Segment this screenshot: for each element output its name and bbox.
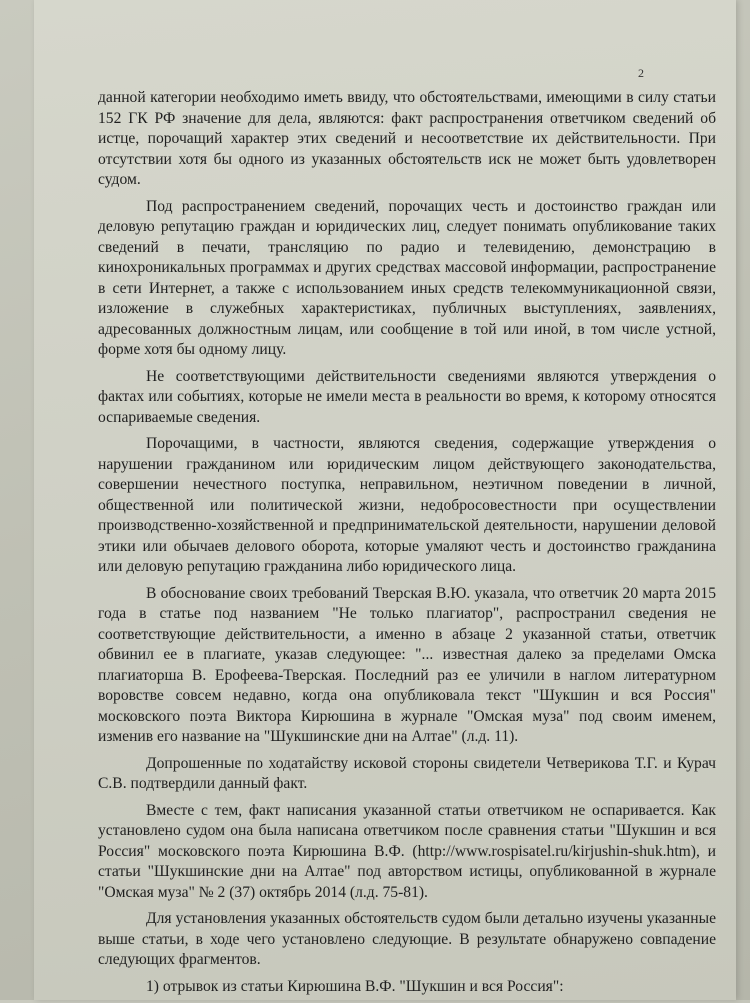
- page-number: 2: [638, 66, 644, 80]
- paragraph: данной категории необходимо иметь ввиду, что обстоятельствами, имеющими в силу статьи 152 ГК РФ значение для дела, являются: факт распространения ответчиком сведений об истце, порочащий характер этих сведений и несоответствие их действительности. При отсутствии хотя бы одного из указанных обстоятельств иск не может быть удовлетворен судом.: [98, 89, 716, 188]
- document-page: [34, 0, 736, 1000]
- paragraph: Допрошенные по ходатайству исковой стороны свидетели Четверикова Т.Г. и Курач С.В. подтвердили данный факт.: [98, 754, 716, 792]
- paragraph: Для установления указанных обстоятельств судом были детально изучены указанные выше статьи, в ходе чего установлено следующие. В результате обнаружено совпадение следующих фрагментов.: [98, 910, 716, 968]
- paragraph: В обоснование своих требований Тверская В.Ю. указала, что ответчик 20 марта 2015 года в статье под названием "Не только плагиатор", распространил сведения не соответствующие действительности, а именно в абзаце 2 указанной статьи, ответчик обвинил ее в плагиате, указав следующее: "... известная далеко за пределами Омска плагиаторша В. Ерофеева-Тверская. Последний раз ее уличили в наглом литературном воровстве совсем недавно, когда она опубликовала текст "Шукшин и вся Россия" московского поэта Виктора Кирюшина в журнале "Омская муза" под своим именем, изменив его название на "Шукшинские дни на Алтае" (л.д. 11).: [98, 584, 716, 745]
- paragraph: Не соответствующими действительности сведениями являются утверждения о фактах или событиях, которые не имели места в реальности во время, к которому относятся оспариваемые сведения.: [98, 367, 716, 426]
- paragraph: Под распространением сведений, порочащих честь и достоинство граждан или деловую репутацию граждан и юридических лиц, следует понимать опубликование таких сведений в печати, трансляцию по радио и телевидению, демонстрацию в кинохроникальных программах и других средствах массовой информации, распространение в сети Интернет, а также с использованием иных средств телекоммуникационной связи, изложение в служебных характеристиках, публичных выступлениях, заявлениях, адресованных должностным лицам, или сообщение в той или иной, в том числе устной, форме хотя бы одному лицу.: [98, 197, 716, 358]
- document-body: [98, 88, 716, 1003]
- paragraph: 1) отрывок из статьи Кирюшина В.Ф. "Шукшин и вся Россия":: [146, 977, 564, 995]
- paragraph: Порочащими, в частности, являются сведения, содержащие утверждения о нарушении гражданином или юридическим лицом действующего законодательства, совершении нечестного поступка, неправильном, неэтичном поведении в личной, общественной или политической жизни, недобросовестности при осуществлении производственно-хозяйственной и предпринимательской деятельности, нарушении деловой этики или обычаев делового оборота, которые умаляют честь и достоинство гражданина или деловую репутацию гражданина либо юридического лица.: [98, 435, 716, 575]
- paragraph: Вместе с тем, факт написания указанной статьи ответчиком не оспаривается. Как установлено судом она была написана ответчиком после сравнения статьи "Шукшин и вся Россия" московского поэта Кирюшина В.Ф. (http://www.rospisatel.ru/kirjushin-shuk.htm), и статьи "Шукшинские дни на Алтае" под авторством истицы, опубликованной в журнале "Омская муза" № 2 (37) октябрь 2014 (л.д. 75-81).: [98, 801, 716, 901]
